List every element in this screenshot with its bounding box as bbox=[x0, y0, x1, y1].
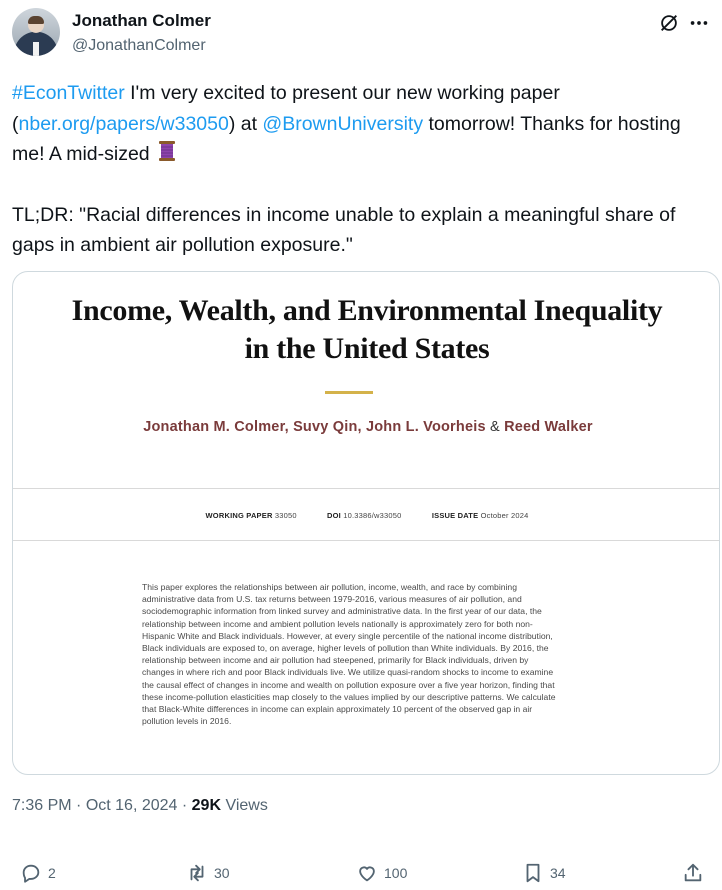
like-count: 100 bbox=[384, 865, 408, 881]
bookmark-button[interactable] bbox=[522, 860, 566, 886]
repost-icon bbox=[186, 862, 208, 884]
paper-author-last: Reed Walker bbox=[504, 419, 593, 435]
bookmark-icon bbox=[522, 862, 544, 884]
thread-spool-emoji-icon bbox=[155, 139, 179, 163]
action-bar bbox=[0, 860, 722, 890]
hashtag-link[interactable]: #EconTwitter bbox=[12, 82, 125, 104]
tweet-paragraph-2: TL;DR: "Racial differences in income unable to explain a meaningful share of gaps in ambient air pollution exposure." bbox=[12, 203, 676, 256]
paper-abstract: This paper explores the relationships between air pollution, income, wealth, and race by combining administrative data from U.S. tax returns between 1979-2016, various measures of air pollution, and sociodemographic information from linked survey and administrative data. In the first year of our data, the relationship between income and ambient pollution levels nationally is approximately zero for both non-Hispanic White and Black individuals. However, at every single percentile of the national income distribution, Black individuals are exposed to, on average, higher levels of pollution than White individuals. By 2016, the relationship between income and air pollution had steepened, primarily for Black individuals, driven by changes in where rich and poor Black individuals live. We utilize quasi-random shocks to income to examine the causal effect of changes in income and wealth on pollution exposure over a five year horizon, finding that these income-pollution elasticities map closely to the values implied by our descriptive patterns. We calculate that Black-White differences in income can explain approximately 10 percent of the observed gap in air pollution levels in 2016. bbox=[142, 582, 556, 727]
more-options-icon[interactable] bbox=[688, 12, 710, 34]
bookmark-count: 34 bbox=[550, 865, 566, 881]
paper-title bbox=[13, 292, 720, 368]
doi: DOI 10.3386/w33050 bbox=[327, 511, 402, 520]
paper-image-card[interactable] bbox=[12, 271, 720, 775]
tweet-text-part: ) at bbox=[228, 112, 263, 135]
heart-icon bbox=[356, 862, 378, 884]
avatar-shirt bbox=[33, 42, 39, 56]
author-name[interactable]: Jonathan Colmer bbox=[72, 11, 211, 30]
reply-icon bbox=[20, 862, 42, 884]
tweet-date[interactable]: Oct 16, 2024 bbox=[85, 797, 178, 814]
author-handle[interactable]: @JonathanColmer bbox=[72, 37, 206, 54]
tweet-time[interactable]: 7:36 PM bbox=[12, 797, 72, 814]
paper-metadata bbox=[13, 511, 720, 520]
divider-top bbox=[13, 488, 720, 489]
tweet-text-part: tomorrow! Thanks for hosting me! A mid-sized bbox=[12, 112, 681, 165]
paper-title-line-1: Income, Wealth, and Environmental Inequality bbox=[71, 294, 663, 327]
paper-authors-list: Jonathan M. Colmer, Suvy Qin, John L. Voorheis bbox=[143, 419, 486, 435]
reply-count: 2 bbox=[48, 865, 56, 881]
paper-title-line-2: in the United States bbox=[244, 332, 490, 365]
paper-authors bbox=[133, 417, 603, 437]
mention-link[interactable]: @BrownUniversity bbox=[262, 112, 424, 135]
issue-date: ISSUE DATE October 2024 bbox=[431, 511, 529, 520]
tweet-timestamp: 7:36 PM · Oct 16, 2024 · 29K Views bbox=[12, 797, 268, 814]
avatar-hair bbox=[28, 16, 44, 24]
avatar[interactable] bbox=[12, 8, 60, 56]
like-button[interactable] bbox=[356, 860, 407, 886]
working-paper-number: WORKING PAPER 33050 bbox=[205, 511, 297, 520]
share-button[interactable] bbox=[682, 860, 710, 886]
tweet-text-part: I'm very excited to present our new working paper ( bbox=[12, 82, 560, 135]
authors-ampersand: & bbox=[489, 419, 500, 435]
grok-icon[interactable] bbox=[658, 12, 680, 34]
reply-button[interactable] bbox=[20, 860, 56, 886]
tweet-text bbox=[12, 78, 712, 261]
tweet-paragraph-1 bbox=[12, 78, 712, 170]
divider-bottom bbox=[13, 540, 720, 541]
view-count: 29K bbox=[191, 797, 222, 814]
title-divider bbox=[325, 391, 373, 394]
repost-button[interactable] bbox=[186, 860, 230, 886]
repost-count: 30 bbox=[214, 865, 230, 881]
share-icon bbox=[682, 862, 704, 884]
paper-url-link[interactable]: nber.org/papers/w33050 bbox=[18, 112, 229, 135]
views-label: Views bbox=[221, 797, 268, 814]
tweet-header bbox=[12, 8, 712, 60]
